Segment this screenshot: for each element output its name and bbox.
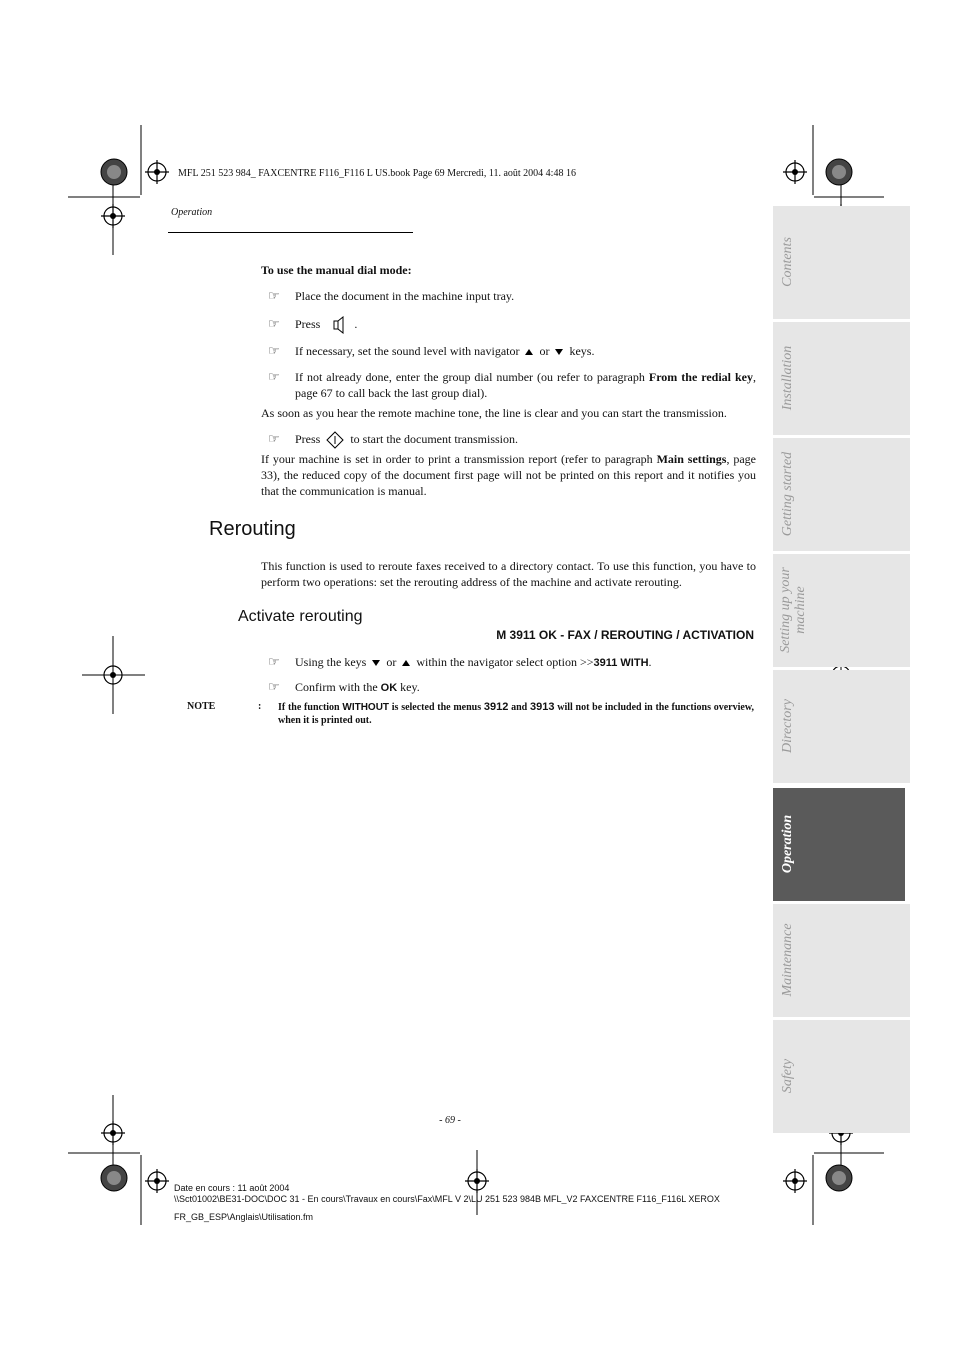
print-header: MFL 251 523 984_ FAXCENTRE F116_F116 L US.book Page 69 Mercredi, 11. août 2004 4:48 16 — [178, 168, 576, 179]
list-item: ☞ Confirm with the OK key. — [268, 679, 420, 694]
navigator-up-icon — [525, 349, 533, 355]
navigator-up-icon — [402, 660, 410, 666]
paragraph: If your machine is set in order to print a transmission report (refer to paragraph Main settings, page 33), the reduced copy of the document first page will not be printed on this report and it notifies you that the communication is manual. — [261, 452, 756, 498]
pointing-hand-icon: ☞ — [268, 654, 280, 669]
footer-file: FR_GB_ESP\Anglais\Utilisation.fm — [174, 1212, 314, 1222]
tab-getting-started[interactable]: Getting started — [773, 438, 910, 551]
pointing-hand-icon: ☞ — [268, 679, 280, 694]
speaker-key-icon — [331, 316, 347, 334]
navigator-down-icon — [555, 349, 563, 355]
list-item: ☞ Using the keys or within the navigator select option >>3911 WITH. — [268, 654, 652, 669]
note-text: If the function WITHOUT is selected the menus 3912 and 3913 will not be included in the functions overview, when it is printed out. — [278, 701, 754, 726]
list-item: ☞ Press . — [268, 316, 756, 334]
pointing-hand-icon: ☞ — [268, 369, 280, 384]
paragraph: This function is used to reroute faxes received to a directory contact. To use this function, you have to perform two operations: set the rerouting address of the machine and activate rerouting. — [261, 559, 756, 589]
tab-safety[interactable]: Safety — [773, 1020, 910, 1133]
pointing-hand-icon: ☞ — [268, 288, 280, 303]
page-number: - 69 - — [439, 1115, 461, 1126]
pointing-hand-icon: ☞ — [268, 431, 280, 446]
list-item: ☞ Place the document in the machine input tray. — [268, 288, 515, 303]
navigator-down-icon — [372, 660, 380, 666]
note-label: NOTE — [187, 701, 216, 712]
pointing-hand-icon: ☞ — [268, 343, 280, 358]
menu-path: M 3911 OK - FAX / REROUTING / ACTIVATION — [496, 628, 754, 642]
paragraph: As soon as you hear the remote machine tone, the line is clear and you can start the transmission. — [261, 406, 727, 420]
manual-dial-heading: To use the manual dial mode: — [261, 263, 412, 277]
pointing-hand-icon: ☞ — [268, 316, 280, 331]
note-colon: : — [258, 701, 262, 712]
list-item: ☞ If necessary, set the sound level with navigator or keys. — [268, 343, 595, 358]
list-item: ☞ If not already done, enter the group dial number (ou refer to paragraph From the redial key, page 67 to call back the last group dial). — [268, 369, 756, 400]
tab-maintenance[interactable]: Maintenance — [773, 904, 910, 1017]
section-title: Rerouting — [209, 518, 296, 540]
footer-path: \\Sct01002\BE31-DOC\DOC 31 - En cours\Travaux en cours\Fax\MFL V 2\LU 251 523 984B MFL_V2 FAXCENTRE F116_F116L XEROX — [174, 1194, 720, 1204]
tab-operation[interactable]: Operation — [773, 788, 905, 901]
footer-date: Date en cours : 11 août 2004 — [174, 1183, 290, 1193]
running-header: Operation — [171, 207, 213, 218]
list-item: ☞ Press to start the document transmission. — [268, 431, 756, 449]
header-rule — [168, 232, 413, 233]
tab-contents[interactable]: Contents — [773, 206, 910, 319]
tab-installation[interactable]: Installation — [773, 322, 910, 435]
start-key-icon — [326, 431, 344, 449]
tab-directory[interactable]: Directory — [773, 670, 910, 783]
tab-setting-up[interactable]: Setting up your machine — [773, 554, 910, 667]
subsection-title: Activate rerouting — [238, 608, 363, 625]
